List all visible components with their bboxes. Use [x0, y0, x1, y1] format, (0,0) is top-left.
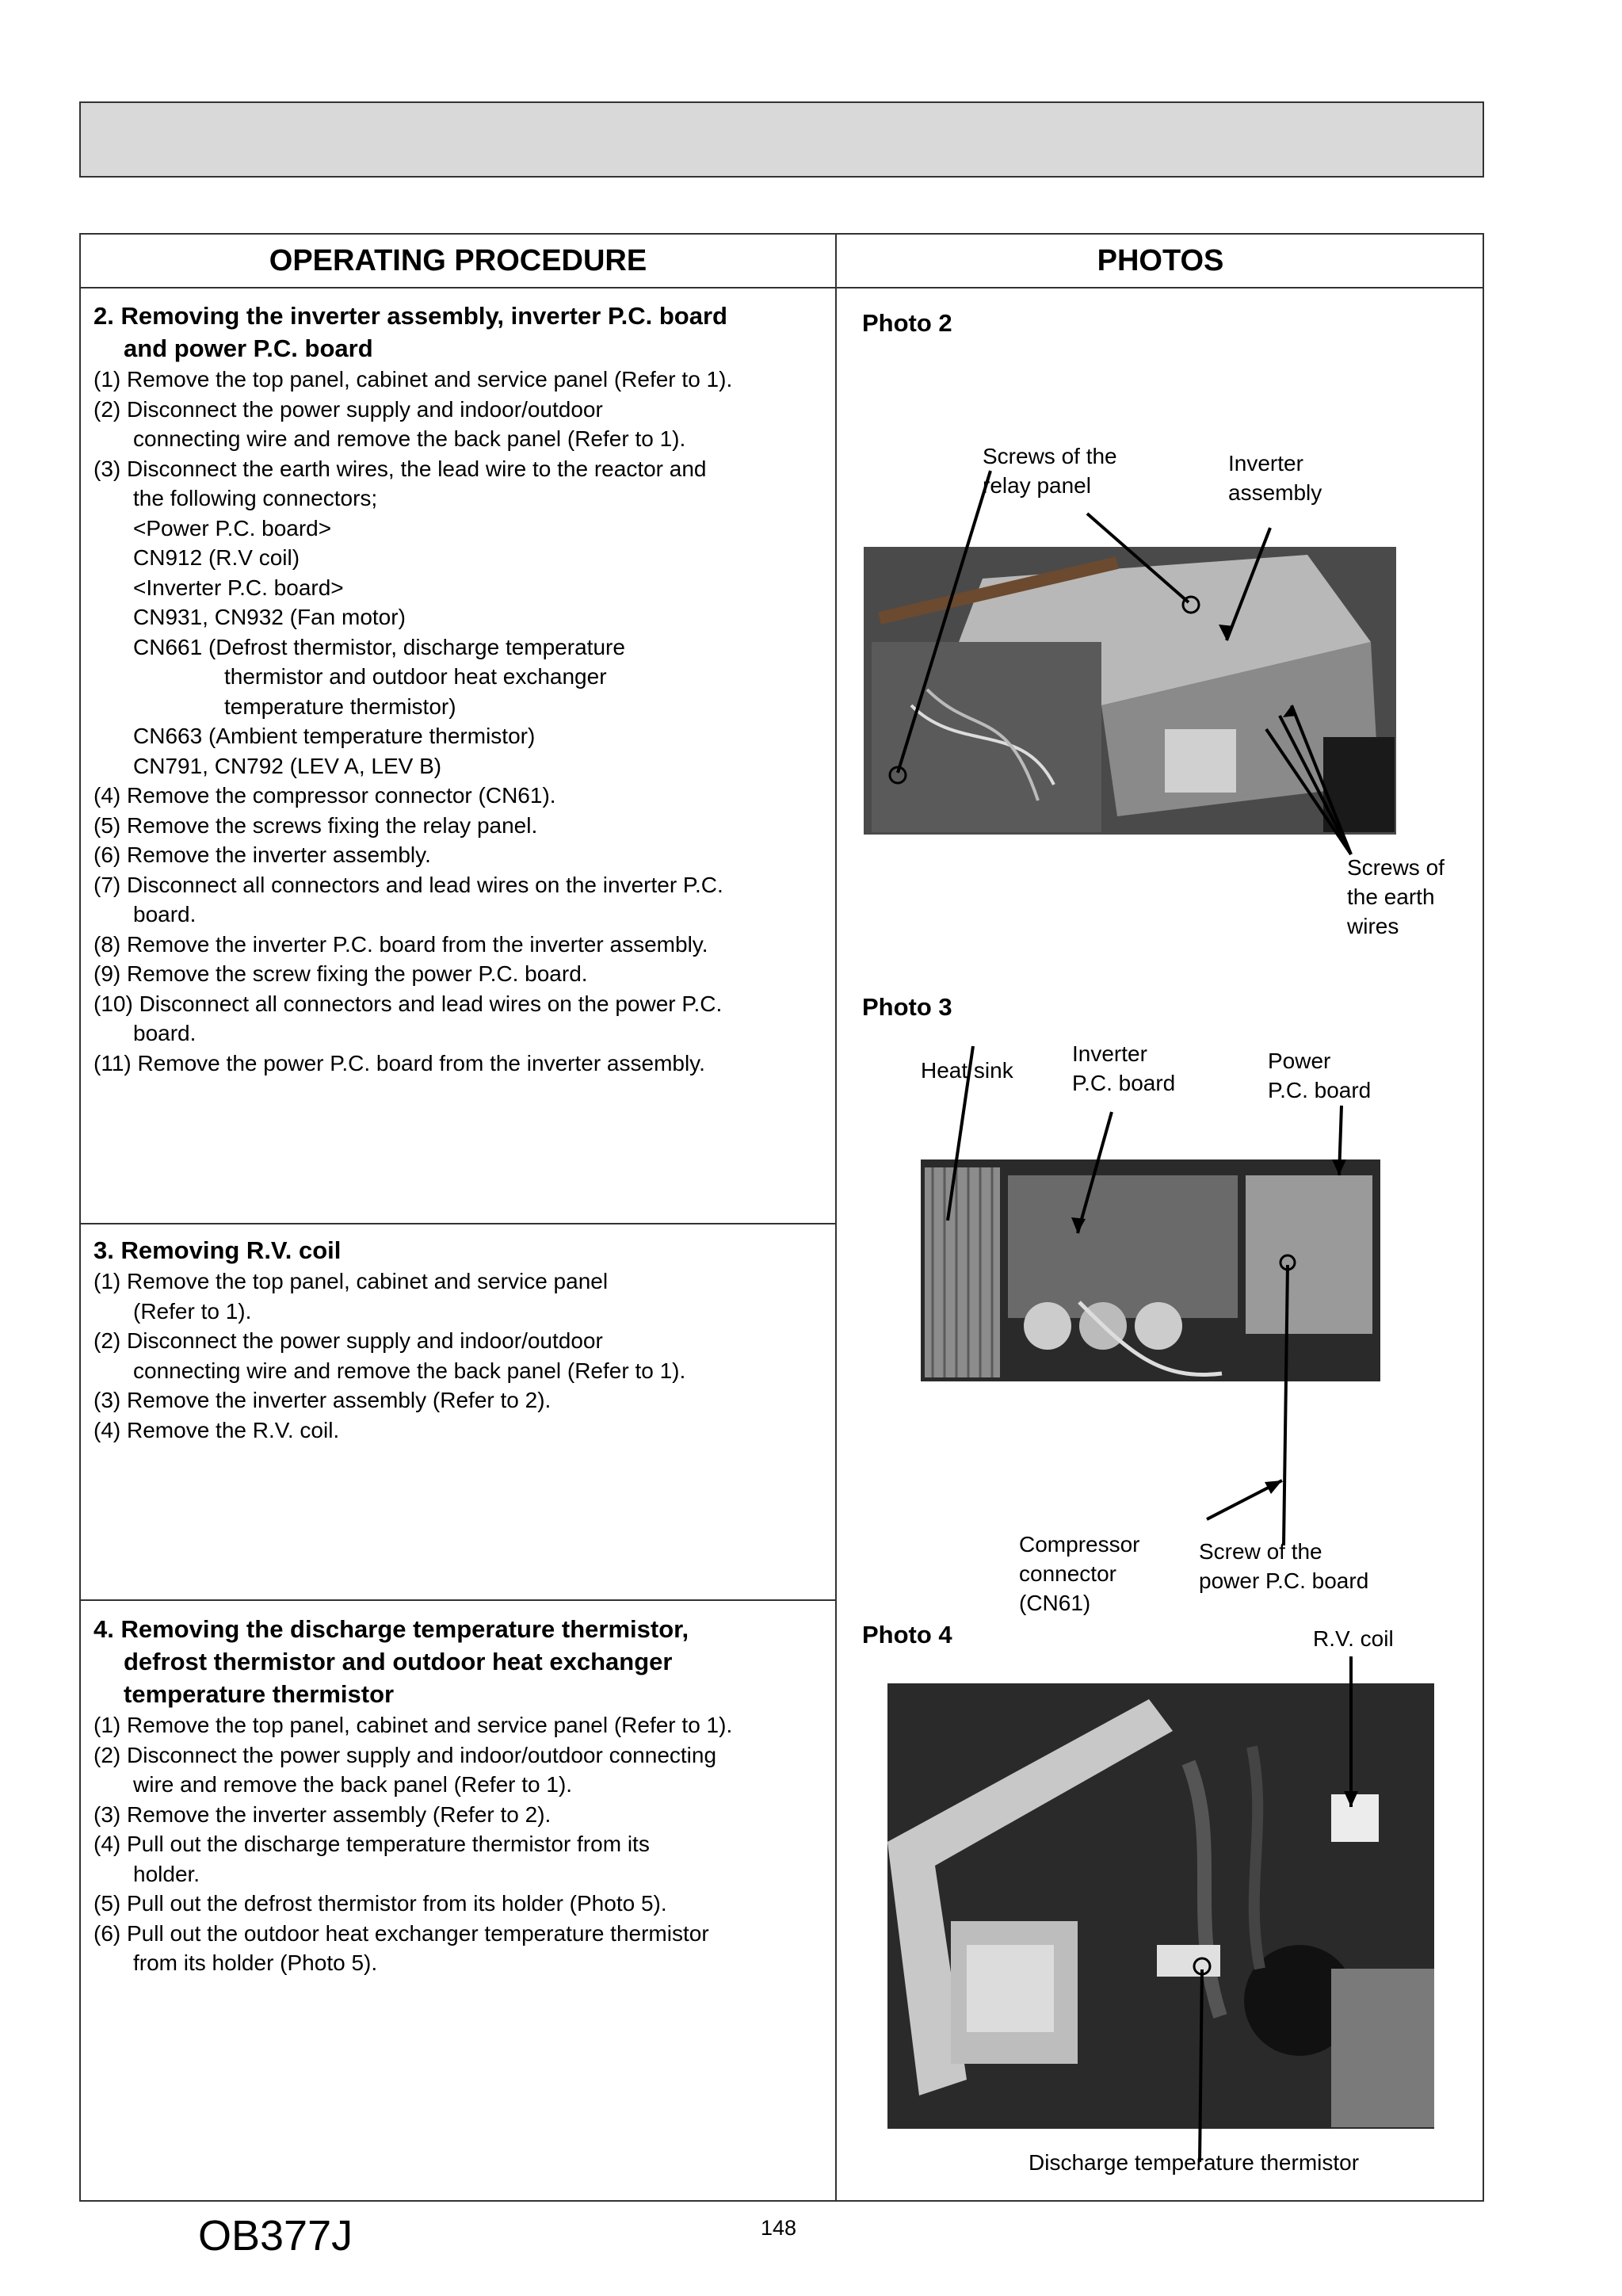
step: (4) Pull out the discharge temperature thermistor from its — [94, 1832, 650, 1856]
step: (7) Disconnect all connectors and lead wires on the inverter P.C. — [94, 872, 723, 897]
annot-screws-earth-wires: Screws of the earth wires — [1347, 855, 1445, 938]
step: (11) Remove the power P.C. board from the inverter assembly. — [94, 1050, 705, 1075]
section-2-title: 2. Removing the inverter assembly, inverter P.C. board and power P.C. board — [94, 302, 727, 362]
step: (9) Remove the screw fixing the power P.C. board. — [94, 961, 588, 986]
step: (8) Remove the inverter P.C. board from the inverter assembly. — [94, 931, 708, 957]
step: (1) Remove the top panel, cabinet and service panel (Refer to 1). — [94, 367, 733, 392]
connector: CN663 (Ambient temperature thermistor) — [133, 724, 536, 748]
connector: CN661 (Defrost thermistor, discharge temperature — [133, 634, 625, 659]
step: (3) Remove the inverter assembly (Refer to 2). — [94, 1801, 551, 1827]
annot-screws-relay-panel: Screws of the relay panel — [983, 444, 1117, 498]
annot-screw-power-pc-board: Screw of the power P.C. board — [1199, 1539, 1369, 1593]
document-code: OB377J — [198, 2212, 353, 2260]
step: (5) Pull out the defrost thermistor from its holder (Photo 5). — [94, 1891, 667, 1916]
step: (2) Disconnect the power supply and indoor/outdoor — [94, 1328, 603, 1353]
step: (1) Remove the top panel, cabinet and service panel — [94, 1269, 609, 1293]
photo-3-label: Photo 3 — [862, 993, 952, 1021]
step: (6) Remove the inverter assembly. — [94, 842, 431, 867]
step: (3) Remove the inverter assembly (Refer to 2). — [94, 1388, 551, 1412]
step-cont: from its holder (Photo 5). — [133, 1950, 378, 1975]
step: (5) Remove the screws fixing the relay panel. — [94, 812, 538, 838]
connector-cont: thermistor and outdoor heat exchanger — [224, 664, 607, 689]
step-cont: wire and remove the back panel (Refer to 1). — [133, 1772, 573, 1797]
annot-inverter-assembly: Inverter assembly — [1228, 451, 1322, 505]
connector: CN931, CN932 (Fan motor) — [133, 605, 406, 629]
step-cont: holder. — [133, 1861, 200, 1886]
annot-power-pc-board: Power P.C. board — [1268, 1049, 1372, 1102]
photo-4-label: Photo 4 — [862, 1621, 952, 1648]
section-3-title: 3. Removing R.V. coil — [94, 1236, 342, 1264]
connector: CN791, CN792 (LEV A, LEV B) — [133, 753, 442, 778]
photos-heading: PHOTOS — [1097, 244, 1224, 277]
step-cont: board. — [133, 902, 197, 926]
step: (1) Remove the top panel, cabinet and service panel (Refer to 1). — [94, 1713, 733, 1737]
step: (2) Disconnect the power supply and indoor/outdoor — [94, 396, 603, 422]
step: (4) Remove the R.V. coil. — [94, 1417, 340, 1442]
step: (4) Remove the compressor connector (CN61). — [94, 783, 556, 808]
section-4-title: 4. Removing the discharge temperature thermistor, defrost thermistor and outdoor heat exchanger temperature thermistor — [94, 1615, 689, 1708]
annot-discharge-thermistor: Discharge temperature thermistor — [1029, 2150, 1360, 2175]
page-number: 148 — [761, 2216, 797, 2240]
connector-group: <Power P.C. board> — [133, 515, 332, 541]
annot-heat-sink: Heat sink — [921, 1058, 1013, 1083]
operating-procedure-heading: OPERATING PROCEDURE — [269, 244, 647, 277]
annot-inverter-pc-board: Inverter P.C. board — [1072, 1041, 1176, 1095]
connector-cont: temperature thermistor) — [224, 693, 456, 719]
step-cont: connecting wire and remove the back panel (Refer to 1). — [133, 426, 686, 451]
step: (2) Disconnect the power supply and indoor/outdoor connecting — [94, 1742, 717, 1767]
step-cont: connecting wire and remove the back panel (Refer to 1). — [133, 1358, 686, 1383]
step: (6) Pull out the outdoor heat exchanger temperature thermistor — [94, 1920, 709, 1946]
annot-rv-coil: R.V. coil — [1313, 1626, 1394, 1651]
step-cont: board. — [133, 1021, 197, 1045]
connector-group: <Inverter P.C. board> — [133, 575, 344, 600]
step-cont: the following connectors; — [133, 486, 378, 510]
step: (3) Disconnect the earth wires, the lead wire to the reactor and — [94, 456, 707, 481]
photo-2-label: Photo 2 — [862, 309, 952, 337]
connector: CN912 (R.V coil) — [133, 545, 300, 570]
step: (10) Disconnect all connectors and lead wires on the power P.C. — [94, 991, 723, 1016]
step-cont: (Refer to 1). — [133, 1298, 252, 1324]
annot-compressor-connector: Compressor connector (CN61) — [1019, 1532, 1140, 1615]
